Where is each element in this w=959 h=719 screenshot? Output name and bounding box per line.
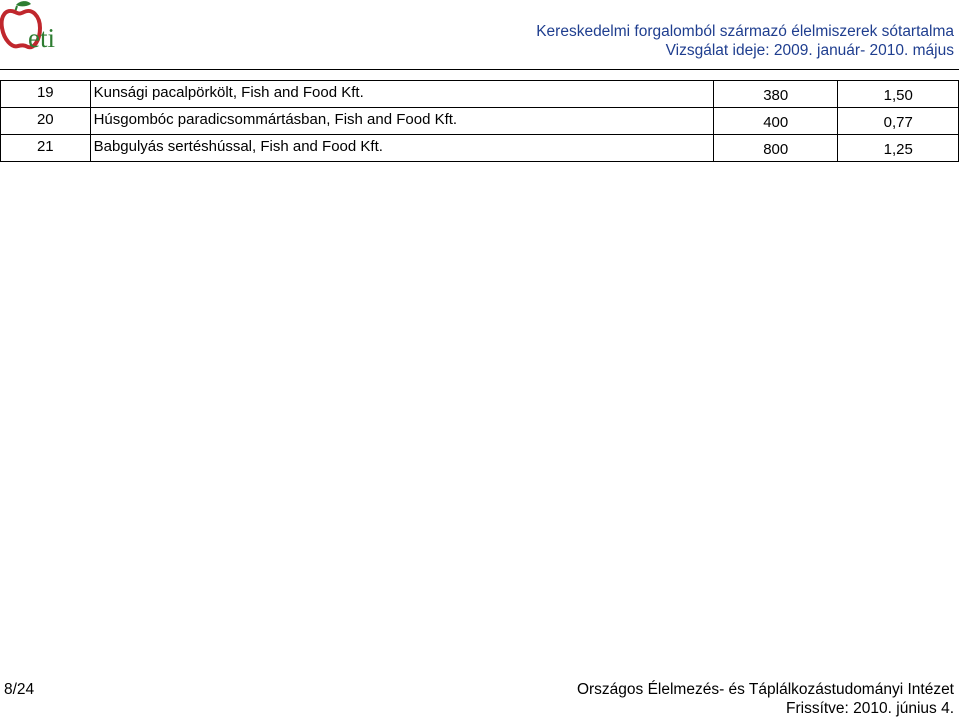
product-name: Húsgombóc paradicsommártásban, Fish and Food Kft. — [90, 108, 713, 135]
sodium-value: 400 — [714, 108, 838, 135]
table-row — [1, 81, 959, 108]
institute-name: Országos Élelmezés- és Táplálkozástudományi Intézet — [576, 681, 954, 698]
salt-value: 1,25 — [838, 135, 959, 162]
oeti-logo — [0, 0, 66, 52]
header-divider — [0, 69, 959, 70]
product-name: Babgulyás sertéshússal, Fish and Food Kft. — [90, 135, 713, 162]
sodium-value: 800 — [714, 135, 838, 162]
salt-content-table — [0, 81, 959, 162]
table-row — [1, 135, 959, 162]
product-name: Kunsági pacalpörkölt, Fish and Food Kft. — [90, 81, 713, 108]
document-subtitle: Vizsgálat ideje: 2009. január- 2010. május — [665, 42, 954, 59]
salt-value: 0,77 — [838, 108, 959, 135]
table-row — [1, 108, 959, 135]
row-number: 21 — [1, 135, 91, 162]
sodium-value: 380 — [714, 81, 838, 108]
row-number: 19 — [1, 81, 91, 108]
logo-text: eti — [28, 23, 55, 52]
update-date: Frissítve: 2010. június 4. — [786, 700, 954, 717]
row-number: 20 — [1, 108, 91, 135]
document-header — [536, 22, 954, 60]
salt-value: 1,50 — [838, 81, 959, 108]
page-number: 8/24 — [4, 681, 35, 698]
document-title: Kereskedelmi forgalomból származó élelmiszerek sótartalma — [536, 23, 954, 40]
document-footer — [577, 680, 954, 718]
apple-leaf-icon — [16, 1, 31, 6]
